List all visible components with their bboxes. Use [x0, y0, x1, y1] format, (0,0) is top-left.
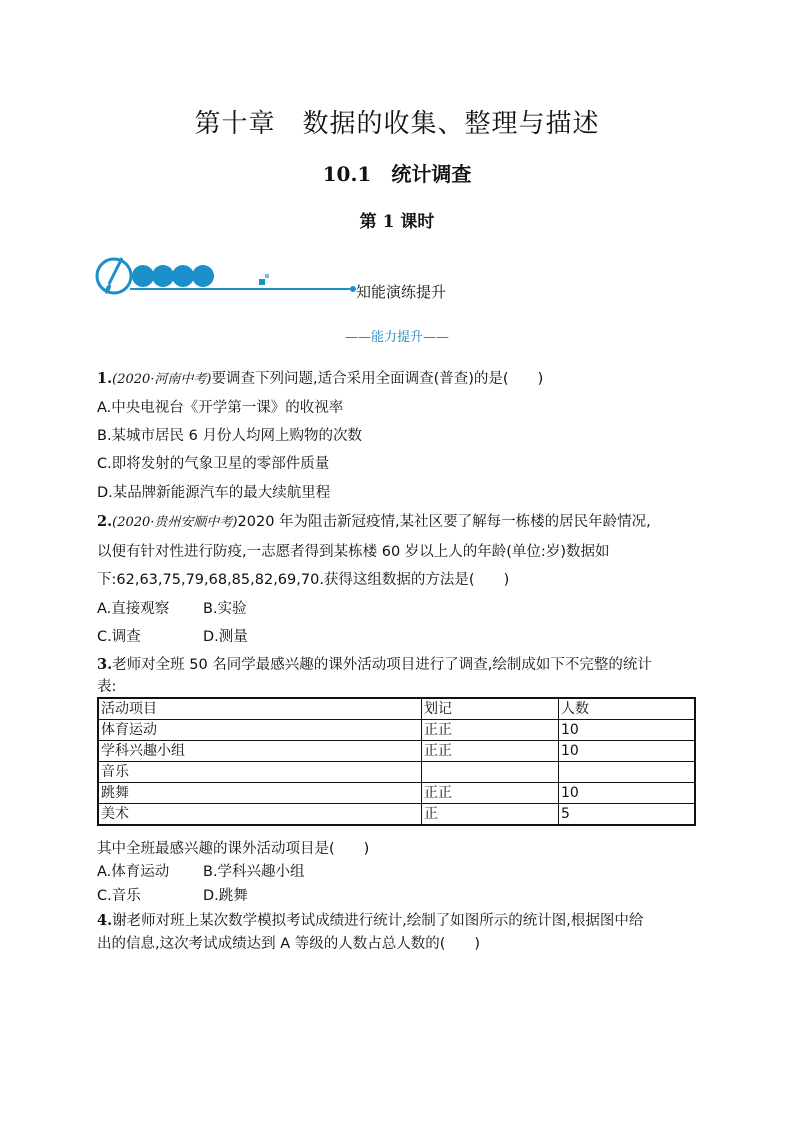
- banner: [0, 0, 794, 300]
- question-3-after-table: 其中全班最感兴趣的课外活动项目是( ): [97, 841, 370, 857]
- question-1-option-b: B.某城市居民 6 月份人均网上购物的次数: [97, 428, 362, 444]
- activity-table: [97, 697, 696, 826]
- table-header-cell: 划记: [422, 698, 559, 720]
- question-2-stem-line-2: 以便有针对性进行防疫,一志愿者得到某栋楼 60 岁以上人的年龄(单位:岁)数据如: [97, 544, 610, 560]
- question-2-option-a: A.直接观察: [97, 601, 170, 617]
- question-2-option-d: D.测量: [203, 629, 248, 645]
- table-cell: 正正: [422, 720, 559, 741]
- question-3-option-a: A.体育运动: [97, 864, 170, 880]
- question-1-option-c: C.即将发射的气象卫星的零部件质量: [97, 456, 330, 472]
- table-row: [98, 762, 695, 783]
- question-source: (2020·河南中考): [112, 372, 212, 387]
- question-4-stem: [97, 909, 643, 930]
- table-row: [98, 741, 695, 762]
- banner-label: 知能演练提升: [356, 283, 447, 301]
- section-title: 10.1 统计调查: [322, 162, 472, 186]
- question-3-option-c: C.音乐: [97, 888, 141, 904]
- table-cell: 5: [559, 804, 696, 826]
- table-cell: 正: [422, 804, 559, 826]
- table-row: [98, 804, 695, 826]
- question-1-option-a: A.中央电视台《开学第一课》的收视率: [97, 400, 344, 416]
- banner-dot: [172, 265, 194, 287]
- banner-line: [130, 288, 352, 290]
- table-cell: 10: [559, 741, 696, 762]
- question-text: 谢老师对班上某次数学模拟考试成绩进行统计,绘制了如图所示的统计图,根据图中给: [112, 913, 644, 929]
- question-number: 4.: [97, 912, 113, 929]
- question-1-option-d: D.某品牌新能源汽车的最大续航里程: [97, 485, 331, 501]
- table-cell: [422, 762, 559, 783]
- question-3-stem-line-2: 表:: [97, 679, 117, 695]
- table-cell: 10: [559, 720, 696, 741]
- table-header-cell: 人数: [559, 698, 696, 720]
- question-3-option-d: D.跳舞: [203, 888, 248, 904]
- table-cell: 10: [559, 783, 696, 804]
- question-text: 要调查下列问题,适合采用全面调查(普查)的是( ): [211, 371, 544, 387]
- table-cell: 正正: [422, 741, 559, 762]
- brush-icon: [94, 254, 134, 298]
- table-cell: 音乐: [98, 762, 422, 783]
- table-row: [98, 783, 695, 804]
- question-2-stem: [97, 510, 651, 531]
- question-3-option-b: B.学科兴趣小组: [203, 864, 305, 880]
- question-number: 2.: [97, 513, 113, 530]
- banner-dot: [192, 265, 214, 287]
- banner-dot: [132, 265, 154, 287]
- question-4-stem-line-2: 出的信息,这次考试成绩达到 A 等级的人数占总人数的( ): [97, 936, 481, 952]
- lesson-title: 第 1 课时: [359, 212, 435, 232]
- table-header-row: [98, 698, 695, 720]
- question-number: 1.: [97, 370, 113, 387]
- table-cell: 学科兴趣小组: [98, 741, 422, 762]
- table-cell: 美术: [98, 804, 422, 826]
- question-2-stem-line-3: 下:62,63,75,79,68,85,82,69,70.获得这组数据的方法是( ): [97, 572, 510, 588]
- chapter-title: 第十章 数据的收集、整理与描述: [194, 109, 600, 139]
- table-cell: 正正: [422, 783, 559, 804]
- question-source: (2020·贵州安顺中考): [112, 515, 238, 530]
- sub-heading: ——能力提升——: [344, 330, 449, 345]
- question-2-option-b: B.实验: [203, 601, 247, 617]
- question-1-stem: [97, 367, 543, 388]
- question-2-option-c: C.调查: [97, 629, 141, 645]
- decor-square: [265, 274, 269, 278]
- table-cell: [559, 762, 696, 783]
- decor-square: [259, 279, 265, 285]
- question-3-stem: [97, 653, 652, 674]
- table-cell: 体育运动: [98, 720, 422, 741]
- table-cell: 跳舞: [98, 783, 422, 804]
- banner-dot: [152, 265, 174, 287]
- table-row: [98, 720, 695, 741]
- question-number: 3.: [97, 656, 113, 673]
- table-header-cell: 活动项目: [98, 698, 422, 720]
- question-text: 2020 年为阻击新冠疫情,某社区要了解每一栋楼的居民年龄情况,: [237, 514, 651, 530]
- question-text: 老师对全班 50 名同学最感兴趣的课外活动项目进行了调查,绘制成如下不完整的统计: [112, 657, 652, 673]
